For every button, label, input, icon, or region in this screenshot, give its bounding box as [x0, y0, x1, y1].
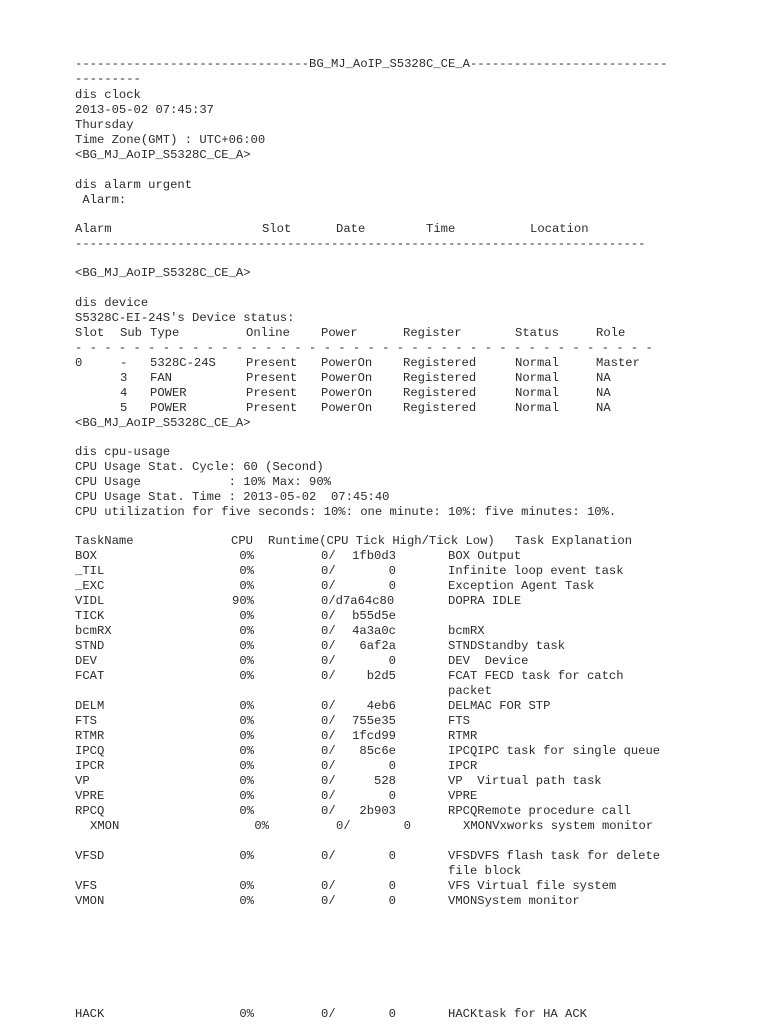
task-runtime-low: b55d5e [352, 609, 396, 623]
device-cell-type: POWER [150, 386, 187, 400]
task-cpu: 0% [239, 894, 254, 908]
task-name: _EXC [75, 579, 105, 593]
task-explanation: IPCR [448, 759, 478, 773]
task-explanation: FTS [448, 714, 470, 728]
task-explanation: VMONSystem monitor [448, 894, 580, 908]
device-header-status: Status [515, 326, 559, 340]
task-name: IPCQ [75, 744, 105, 758]
task-runtime-low: 1fb0d3 [352, 549, 396, 563]
task-explanation: VFSDVFS flash task for delete [448, 849, 661, 863]
task-name: DELM [75, 699, 105, 713]
alarm-separator: ------------------------------------------------------------------------------ [75, 237, 646, 251]
device-cell-sub: 3 [120, 371, 128, 385]
device-cell-online: Present [246, 386, 298, 400]
task-name: _TIL [75, 564, 105, 578]
task-explanation: HACKtask for HA ACK [448, 1007, 587, 1021]
clock-timezone: Time Zone(GMT) : UTC+06:00 [75, 133, 266, 147]
task-runtime-low: 0 [388, 564, 396, 578]
device-cell-status: Normal [515, 371, 559, 385]
task-cpu: 0% [239, 804, 254, 818]
task-cpu: 0% [239, 759, 254, 773]
device-header-type: Type [150, 326, 180, 340]
clock-day: Thursday [75, 118, 134, 132]
task-runtime-high: 0/ [321, 639, 336, 653]
device-cell-register: Registered [403, 386, 477, 400]
alarm-command: dis alarm urgent [75, 178, 193, 192]
task-runtime-high: 0/ [321, 804, 336, 818]
task-runtime-high: 0/ [321, 564, 336, 578]
task-runtime-high: 0/ [321, 729, 336, 743]
device-cell-sub: 5 [120, 401, 128, 415]
task-runtime-low: 0 [388, 654, 396, 668]
task-runtime-low: 755e35 [352, 714, 396, 728]
device-cell-power: PowerOn [321, 386, 373, 400]
task-cpu: 0% [239, 579, 254, 593]
device-separator: - - - - - - - - - - - - - - - - - - - - - - - - - - - - - - - - - - - - - - - - [75, 341, 653, 355]
device-cell-status: Normal [515, 401, 559, 415]
task-header-runtime: Runtime(CPU Tick High/Tick Low) [268, 534, 495, 548]
task-runtime-high: 0/ [321, 624, 336, 638]
task-runtime-low: 0 [388, 579, 396, 593]
device-header-power: Power [321, 326, 358, 340]
alarm-header-time: Time [426, 222, 456, 236]
device-header-role: Role [596, 326, 626, 340]
clock-datetime: 2013-05-02 07:45:37 [75, 103, 214, 117]
device-command: dis device [75, 296, 149, 310]
device-header-sub: Sub [120, 326, 142, 340]
device-cell-sub: - [120, 356, 128, 370]
task-explanation: bcmRX [448, 624, 485, 638]
task-name: RTMR [75, 729, 105, 743]
task-runtime-high: 0/ [321, 609, 336, 623]
task-explanation: STNDStandby task [448, 639, 566, 653]
task-name: RPCQ [75, 804, 105, 818]
alarm-label: Alarm: [75, 193, 127, 207]
task-runtime-high: 0/ [321, 759, 336, 773]
task-name: TICK [75, 609, 105, 623]
task-name: STND [75, 639, 105, 653]
task-explanation: DOPRA IDLE [448, 594, 522, 608]
task-explanation: FCAT FECD task for catch [448, 669, 624, 683]
device-cell-slot: 0 [75, 356, 83, 370]
task-explanation: BOX Output [448, 549, 522, 563]
device-header-online: Online [246, 326, 290, 340]
task-cpu: 0% [239, 714, 254, 728]
task-name: IPCR [75, 759, 105, 773]
task-runtime-low: 85c6e [359, 744, 396, 758]
device-header-register: Register [403, 326, 462, 340]
task-cpu: 0% [239, 774, 254, 788]
task-name: BOX [75, 549, 97, 563]
task-name: VFS [75, 879, 97, 893]
task-cpu: 0% [239, 669, 254, 683]
task-runtime-high: 0/ [336, 819, 351, 833]
task-cpu: 0% [239, 699, 254, 713]
device-cell-register: Registered [403, 401, 477, 415]
device-cell-type: FAN [150, 371, 172, 385]
cpu-stat-cycle: CPU Usage Stat. Cycle: 60 (Second) [75, 460, 324, 474]
task-runtime-high: 0/ [321, 699, 336, 713]
task-cpu: 0% [239, 879, 254, 893]
task-cpu: 0% [239, 654, 254, 668]
task-explanation-cont: packet [448, 684, 492, 698]
device-cell-register: Registered [403, 371, 477, 385]
alarm-header-date: Date [336, 222, 366, 236]
task-cpu: 0% [239, 564, 254, 578]
task-explanation: VPRE [448, 789, 478, 803]
cpu-utilization: CPU utilization for five seconds: 10%: one minute: 10%: five minutes: 10%. [75, 505, 617, 519]
device-cell-role: NA [596, 401, 611, 415]
clock-command: dis clock [75, 88, 141, 102]
task-name: VIDL [75, 594, 105, 608]
task-runtime-low: 0 [403, 819, 411, 833]
task-runtime-high: 0/ [321, 1007, 336, 1021]
task-cpu: 0% [239, 639, 254, 653]
task-name: DEV [75, 654, 97, 668]
task-cpu: 0% [239, 789, 254, 803]
task-runtime-low: 6af2a [359, 639, 396, 653]
task-runtime-low: 0 [388, 1007, 396, 1021]
task-name: FTS [75, 714, 97, 728]
task-cpu: 0% [239, 1007, 254, 1021]
task-header-explanation: Task Explanation [515, 534, 633, 548]
task-runtime-low: 1fcd99 [352, 729, 396, 743]
task-header-name: TaskName [75, 534, 134, 548]
task-explanation: XMONVxworks system monitor [463, 819, 654, 833]
device-status-title: S5328C-EI-24S's Device status: [75, 311, 295, 325]
task-runtime-low: 528 [374, 774, 396, 788]
alarm-prompt: <BG_MJ_AoIP_S5328C_CE_A> [75, 266, 251, 280]
task-header-cpu: CPU [231, 534, 253, 548]
task-runtime-high: 0/d7a64c80 [321, 594, 395, 608]
device-cell-online: Present [246, 356, 298, 370]
device-header-slot: Slot [75, 326, 105, 340]
task-cpu: 0% [239, 609, 254, 623]
task-runtime-low: 4a3a0c [352, 624, 396, 638]
device-cell-status: Normal [515, 356, 559, 370]
device-cell-power: PowerOn [321, 371, 373, 385]
device-prompt: <BG_MJ_AoIP_S5328C_CE_A> [75, 416, 251, 430]
device-cell-type: POWER [150, 401, 187, 415]
task-runtime-low: 0 [388, 894, 396, 908]
task-runtime-low: 2b903 [359, 804, 396, 818]
device-cell-sub: 4 [120, 386, 128, 400]
clock-prompt: <BG_MJ_AoIP_S5328C_CE_A> [75, 148, 251, 162]
task-explanation-cont: file block [448, 864, 522, 878]
task-cpu: 0% [239, 744, 254, 758]
task-runtime-high: 0/ [321, 579, 336, 593]
device-cell-power: PowerOn [321, 356, 373, 370]
task-cpu: 0% [254, 819, 269, 833]
task-explanation: DEV Device [448, 654, 529, 668]
task-runtime-high: 0/ [321, 669, 336, 683]
task-runtime-high: 0/ [321, 654, 336, 668]
task-cpu: 90% [232, 594, 254, 608]
cpu-usage: CPU Usage : 10% Max: 90% [75, 475, 331, 489]
device-cell-status: Normal [515, 386, 559, 400]
task-runtime-high: 0/ [321, 714, 336, 728]
task-explanation: VP Virtual path task [448, 774, 602, 788]
task-name: bcmRX [75, 624, 112, 638]
task-explanation: DELMAC FOR STP [448, 699, 551, 713]
task-runtime-high: 0/ [321, 789, 336, 803]
task-runtime-low: 0 [388, 879, 396, 893]
device-cell-role: Master [596, 356, 640, 370]
device-cell-role: NA [596, 386, 611, 400]
task-cpu: 0% [239, 549, 254, 563]
task-runtime-high: 0/ [321, 879, 336, 893]
alarm-header-slot: Slot [262, 222, 292, 236]
task-name: HACK [75, 1007, 105, 1021]
task-runtime-high: 0/ [321, 549, 336, 563]
task-runtime-low: 0 [388, 789, 396, 803]
task-runtime-high: 0/ [321, 744, 336, 758]
task-explanation: RTMR [448, 729, 478, 743]
task-runtime-high: 0/ [321, 849, 336, 863]
task-runtime-low: 0 [388, 759, 396, 773]
task-cpu: 0% [239, 729, 254, 743]
task-explanation: VFS Virtual file system [448, 879, 617, 893]
alarm-header-location: Location [530, 222, 589, 236]
device-cell-online: Present [246, 401, 298, 415]
task-explanation: Infinite loop event task [448, 564, 624, 578]
task-runtime-low: 4eb6 [366, 699, 396, 713]
task-cpu: 0% [239, 624, 254, 638]
task-explanation: Exception Agent Task [448, 579, 595, 593]
task-cpu: 0% [239, 849, 254, 863]
task-name: XMON [90, 819, 120, 833]
device-cell-register: Registered [403, 356, 477, 370]
task-name: VMON [75, 894, 105, 908]
task-name: VP [75, 774, 90, 788]
device-cell-online: Present [246, 371, 298, 385]
alarm-header-alarm: Alarm [75, 222, 112, 236]
task-runtime-low: 0 [388, 849, 396, 863]
task-explanation: IPCQIPC task for single queue [448, 744, 661, 758]
task-runtime-high: 0/ [321, 894, 336, 908]
task-explanation: RPCQRemote procedure call [448, 804, 631, 818]
task-runtime-high: 0/ [321, 774, 336, 788]
task-name: VPRE [75, 789, 105, 803]
header-title-line: --------------------------------BG_MJ_AoIP_S5328C_CE_A--------------------------- [75, 57, 668, 71]
task-runtime-low: b2d5 [366, 669, 396, 683]
header-title-cont: --------- [75, 72, 141, 86]
device-cell-power: PowerOn [321, 401, 373, 415]
cpu-command: dis cpu-usage [75, 445, 171, 459]
task-name: VFSD [75, 849, 105, 863]
device-cell-type: 5328C-24S [150, 356, 216, 370]
device-cell-role: NA [596, 371, 611, 385]
cpu-stat-time: CPU Usage Stat. Time : 2013-05-02 07:45:40 [75, 490, 390, 504]
task-name: FCAT [75, 669, 105, 683]
